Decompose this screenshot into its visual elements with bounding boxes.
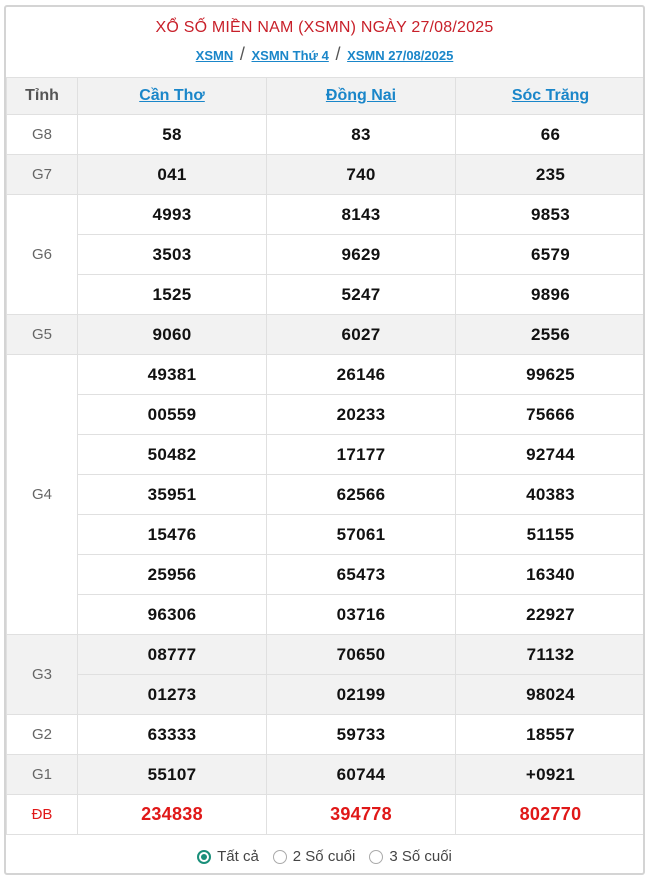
result-number: 18557 (456, 715, 646, 755)
province-link-soc-trang[interactable]: Sóc Trăng (511, 87, 590, 104)
result-number: 08777 (78, 635, 267, 675)
prize-label: G1 (7, 755, 78, 795)
result-number: 02199 (267, 675, 456, 715)
result-number: 65473 (267, 555, 456, 595)
result-number: 83 (267, 115, 456, 155)
result-number: 57061 (267, 515, 456, 555)
table-row (7, 155, 646, 195)
result-number: 16340 (456, 555, 646, 595)
province-link-dong-nai[interactable]: Đồng Nai (325, 87, 397, 104)
result-number: 3503 (78, 235, 267, 275)
province-link-can-tho[interactable]: Cần Thơ (139, 87, 205, 104)
table-row (7, 475, 646, 515)
result-number: 2556 (456, 315, 646, 355)
table-row (7, 115, 646, 155)
table-row (7, 555, 646, 595)
result-number: 25956 (78, 555, 267, 595)
result-number: 49381 (78, 355, 267, 395)
result-number: 22927 (456, 595, 646, 635)
result-number: 4993 (78, 195, 267, 235)
result-number: 00559 (78, 395, 267, 435)
result-number: 5247 (267, 275, 456, 315)
page-title: XỔ SỐ MIỀN NAM (XSMN) NGÀY 27/08/2025 (155, 19, 494, 36)
result-number: 234838 (78, 795, 267, 835)
result-number: 71132 (456, 635, 646, 675)
prize-label: G2 (7, 715, 78, 755)
result-number: 802770 (456, 795, 646, 835)
result-number: 62566 (267, 475, 456, 515)
result-number: 01273 (78, 675, 267, 715)
table-row (7, 715, 646, 755)
prize-label: G5 (7, 315, 78, 355)
province-header (78, 78, 267, 115)
digit-filter (6, 835, 643, 875)
table-row (7, 195, 646, 235)
table-row (7, 395, 646, 435)
result-number: 6579 (456, 235, 646, 275)
prize-label: G3 (7, 635, 78, 715)
radio-button-icon[interactable] (197, 850, 211, 864)
result-number: 96306 (78, 595, 267, 635)
table-row (7, 795, 646, 835)
prize-label: G8 (7, 115, 78, 155)
result-number: 8143 (267, 195, 456, 235)
province-column-label: Tỉnh (7, 78, 78, 115)
result-number: 26146 (267, 355, 456, 395)
result-number: 15476 (78, 515, 267, 555)
result-number: 041 (78, 155, 267, 195)
prize-label: G7 (7, 155, 78, 195)
filter-option-3-digits[interactable] (369, 848, 452, 865)
result-number: 58 (78, 115, 267, 155)
result-number: 9629 (267, 235, 456, 275)
result-number: 92744 (456, 435, 646, 475)
radio-button-icon[interactable] (273, 850, 287, 864)
result-number: 98024 (456, 675, 646, 715)
table-row (7, 755, 646, 795)
result-number: 50482 (78, 435, 267, 475)
result-number: 740 (267, 155, 456, 195)
result-number: 51155 (456, 515, 646, 555)
result-number: 60744 (267, 755, 456, 795)
province-header (456, 78, 646, 115)
result-number: 70650 (267, 635, 456, 675)
result-number: 20233 (267, 395, 456, 435)
result-number: 9060 (78, 315, 267, 355)
filter-option-2-digits[interactable] (273, 848, 356, 865)
breadcrumb-link-xsmn[interactable]: XSMN (195, 48, 234, 63)
filter-option-all[interactable] (197, 848, 259, 865)
result-number: 17177 (267, 435, 456, 475)
result-number: 40383 (456, 475, 646, 515)
result-number: 99625 (456, 355, 646, 395)
result-number: 66 (456, 115, 646, 155)
result-number: +0921 (456, 755, 646, 795)
table-row (7, 275, 646, 315)
table-row (7, 435, 646, 475)
table-header-row (7, 78, 646, 115)
breadcrumb-link-date[interactable]: XSMN 27/08/2025 (347, 48, 454, 63)
result-number: 75666 (456, 395, 646, 435)
result-number: 9853 (456, 195, 646, 235)
table-row (7, 595, 646, 635)
result-number: 9896 (456, 275, 646, 315)
breadcrumb (6, 44, 643, 66)
filter-option-label: Tất cả (217, 848, 259, 865)
filter-option-label: 3 Số cuối (389, 848, 452, 865)
results-card (4, 5, 645, 875)
prize-label: ĐB (7, 795, 78, 835)
results-body (7, 115, 646, 835)
prize-label: G4 (7, 355, 78, 635)
radio-button-icon[interactable] (369, 850, 383, 864)
results-header (6, 7, 643, 77)
table-row (7, 235, 646, 275)
result-number: 55107 (78, 755, 267, 795)
prize-label: G6 (7, 195, 78, 315)
result-number: 235 (456, 155, 646, 195)
table-row (7, 315, 646, 355)
table-row (7, 635, 646, 675)
breadcrumb-separator: / (239, 44, 245, 64)
breadcrumb-separator: / (335, 44, 341, 64)
result-number: 63333 (78, 715, 267, 755)
result-number: 1525 (78, 275, 267, 315)
result-number: 03716 (267, 595, 456, 635)
result-number: 35951 (78, 475, 267, 515)
breadcrumb-link-weekday[interactable]: XSMN Thứ 4 (251, 48, 329, 63)
filter-option-label: 2 Số cuối (292, 848, 356, 865)
result-number: 59733 (267, 715, 456, 755)
table-row (7, 675, 646, 715)
province-header (267, 78, 456, 115)
table-row (7, 355, 646, 395)
result-number: 394778 (267, 795, 456, 835)
results-table (6, 77, 645, 835)
table-row (7, 515, 646, 555)
result-number: 6027 (267, 315, 456, 355)
